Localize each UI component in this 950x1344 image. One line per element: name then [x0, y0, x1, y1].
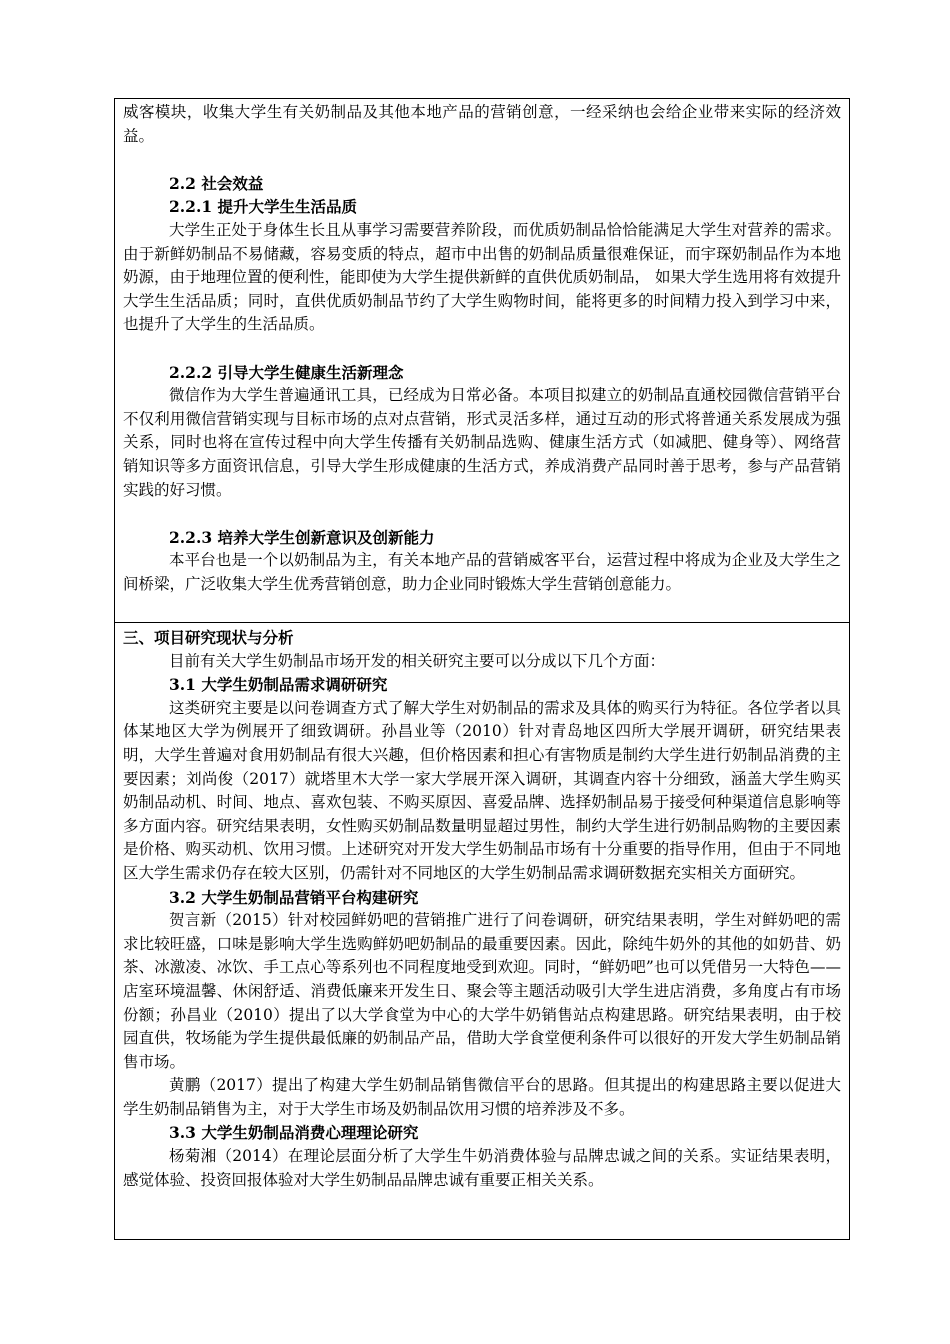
section-3-intro: 目前有关大学生奶制品市场开发的相关研究主要可以分成以下几个方面： [169, 651, 666, 670]
paragraph-3-1: 这类研究主要是以问卷调查方式了解大学生对奶制品的需求及具体的购买行为特征。各位学者以具体某地区大学为例展开了细致调研。孙昌业等（2010）针对青岛地区四所大学展开调研，研究结果表明，大学生普遍对食用奶制品有很大兴趣，但价格因素和担心有害物质是制约大学生进行奶制品消费的主要因素；刘尚俊（2017）就塔里木大学一家大学展开深入调研，其调查内容十分细致，涵盖大学生购买奶制品动机、时间、地点、喜欢包装、不购买原因、喜爱品牌、选择奶制品易于接受何种渠道信息影响等多方面内容。研究结果表明，女性购买奶制品数量明显超过男性，制约大学生进行奶制品购物的主要因素是价格、购买动机、饮用习惯。上述研究对开发大学生奶制品市场有十分重要的指导作用，但由于不同地区大学生需求仍存在较大区别，仍需针对不同地区的大学生奶制品需求调研数据充实相关方面研究。 [123, 698, 841, 882]
form-table [114, 98, 850, 1240]
paragraph-3-3: 杨菊湘（2014）在理论层面分析了大学生牛奶消费体验与品牌忠诚之间的关系。实证结果表明，感觉体验、投资回报体验对大学生奶制品品牌忠诚有重要正相关关系。 [123, 1147, 841, 1189]
paragraph-2-2-3: 本平台也是一个以奶制品为主，有关本地产品的营销威客平台，运营过程中将成为企业及大学生之间桥梁，广泛收集大学生优秀营销创意，助力企业同时锻炼大学生营销创意能力。 [123, 551, 841, 593]
paragraph-3-2b: 黄鹏（2017）提出了构建大学生奶制品销售微信平台的思路。但其提出的构建思路主要以促进大学生奶制品销售为主，对于大学生市场及奶制品饮用习惯的培养涉及不多。 [123, 1076, 841, 1118]
social-benefit-cell [123, 101, 841, 596]
paragraph-2-2-2: 微信作为大学生普遍通讯工具，已经成为日常必备。本项目拟建立的奶制品直通校园微信营销平台不仅利用微信营销实现与目标市场的点对点营销，形式灵活多样，通过互动的形式将普通关系发展成为强关系，同时也将在宣传过程中向大学生传播有关奶制品选购、健康生活方式（如减肥、健身等）、网络营销知识等多方面资讯信息，引导大学生形成健康的生活方式，养成消费产品同时善于思考，参与产品营销实践的好习惯。 [123, 386, 841, 499]
heading-3-1: 3.1 大学生奶制品需求调研研究 [169, 675, 388, 695]
heading-3-3: 3.3 大学生奶制品消费心理理论研究 [169, 1123, 419, 1143]
paragraph-3-2a: 贺言新（2015）针对校园鲜奶吧的营销推广进行了问卷调研，研究结果表明，学生对鲜奶吧的需求比较旺盛，口味是影响大学生选购鲜奶吧奶制品的最重要因素。因此，除纯牛奶外的其他的如奶昔、奶茶、冰激凌、冰饮、手工点心等系列也不同程度地受到欢迎。同时，“鲜奶吧”也可以凭借另一大特色——店室环境温馨、休闲舒适、消费低廉来开发生日、聚会等主题活动吸引大学生进店消费，多角度占有市场份额；孙昌业（2010）提出了以大学食堂为中心的大学牛奶销售站点构建思路。研究结果表明，由于校园直供，牧场能为学生提供最低廉的奶制品产品，借助大学食堂便利条件可以很好的开发大学生奶制品销售市场。 [123, 911, 841, 1071]
heading-2-2-2: 2.2.2 引导大学生健康生活新理念 [169, 362, 404, 382]
heading-3-2: 3.2 大学生奶制品营销平台构建研究 [169, 887, 419, 907]
research-status-cell [123, 626, 841, 1192]
heading-2-2-3: 2.2.3 培养大学生创新意识及创新能力 [169, 527, 435, 547]
heading-2-2: 2.2 社会效益 [169, 173, 264, 193]
section-3-heading: 三、项目研究现状与分析 [123, 628, 294, 647]
heading-2-2-1: 2.2.1 提升大学生生活品质 [169, 197, 358, 217]
intro-paragraph: 威客模块，收集大学生有关奶制品及其他本地产品的营销创意，一经采纳也会给企业带来实际的经济效益。 [123, 103, 841, 145]
paragraph-2-2-1: 大学生正处于身体生长且从事学习需要营养阶段，而优质奶制品恰恰能满足大学生对营养的需求。由于新鲜奶制品不易储藏，容易变质的特点，超市中出售的奶制品质量很难保证，而宇琛奶制品作为本地奶源，由于地理位置的便利性，能即使为大学生提供新鲜的直供优质奶制品， 如果大学生选用将有效提升大学生生活品质；同时，直供优质奶制品节约了大学生购物时间，能将更多的时间精力投入到学习中来，也提升了大学生的生活品质。 [123, 220, 841, 334]
table-row-divider [115, 622, 849, 623]
